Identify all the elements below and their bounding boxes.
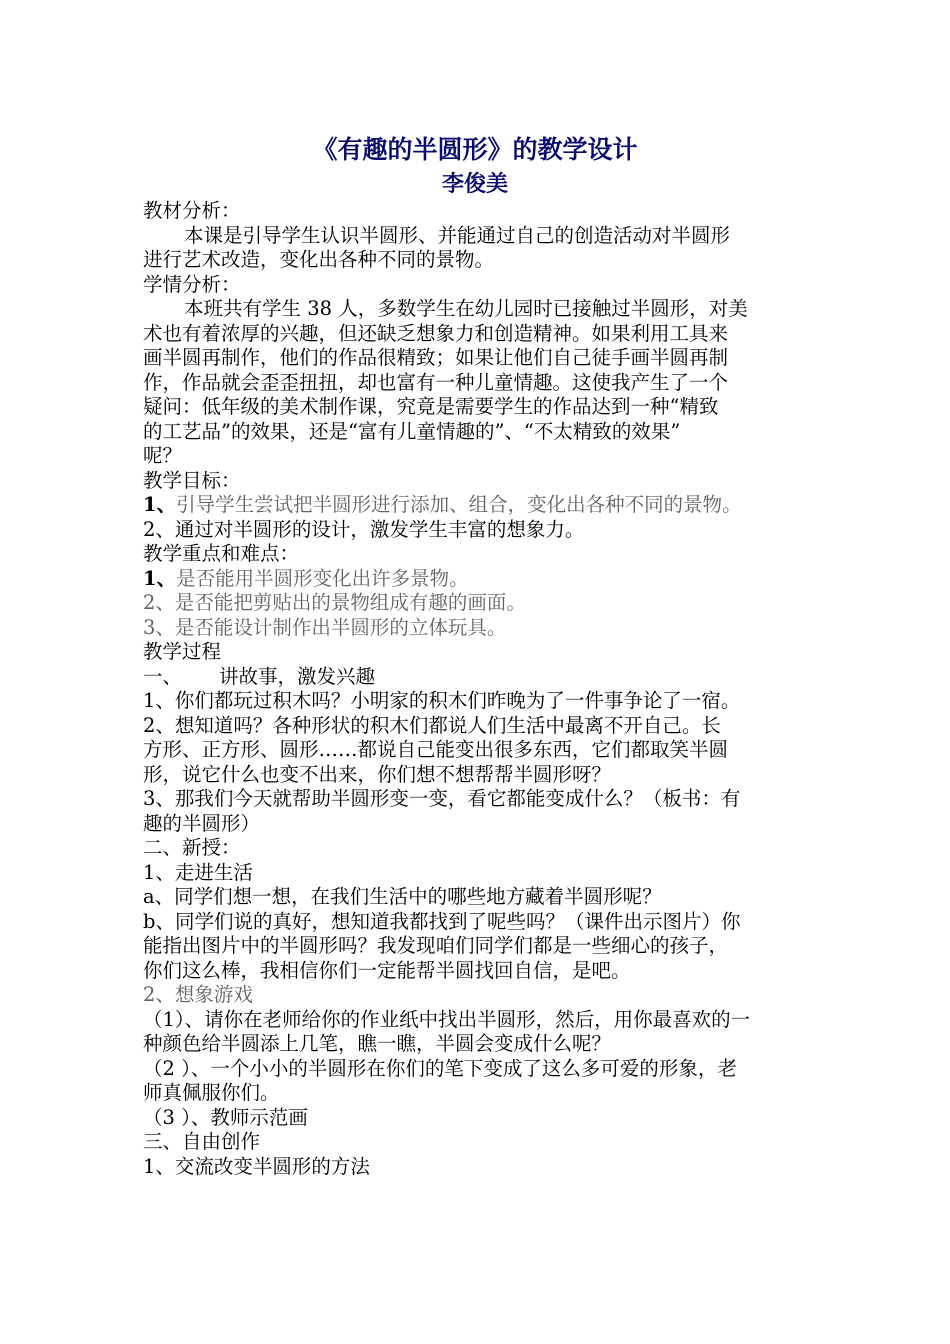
paragraph-line: （1）、请你在老师给你的作业纸中找出半圆形，然后，用你最喜欢的一 [143,1007,751,1031]
paragraph-line: 术也有着浓厚的兴趣，但还缺乏想象力和创造精神。如果利用工具来 [143,321,729,345]
key-point-item-2: 2、是否能把剪贴出的景物组成有趣的画面。 [143,591,526,614]
paragraph-line: 本班共有学生 38 人，多数学生在幼儿园时已接触过半圆形，对美 [184,297,748,320]
document-body [143,199,815,1179]
sub-heading: 1、走进生活 [143,860,253,884]
paragraph-line: 呢？ [143,444,183,467]
paragraph-line: 的工艺品”的效果，还是“富有儿童情趣的”、“不太精致的效果” [143,419,681,443]
paragraph-line: 能指出图片中的半圆形吗？我发现咱们同学们都是一些细心的孩子， [143,934,729,957]
paragraph-line: 疑问：低年级的美术制作课，究竟是需要学生的作品达到一种“精致 [143,395,719,418]
paragraph-line: 你们这么棒，我相信你们一定能帮半圆找回自信，是吧。 [143,958,631,982]
process-step-3-heading: 三、自由创作 [143,1130,261,1153]
key-point-text: 是否能用半圆形变化出许多景物。 [176,566,469,590]
sub-heading: 2、想象游戏 [143,983,253,1006]
section-heading-teaching-goals: 教学目标： [143,468,241,492]
process-step-2-heading: 二、新授： [143,836,241,859]
document-title: 《有趣的半圆形》的教学设计 [312,135,638,164]
paragraph-line: 方形、正方形、圆形……都说自己能变出很多东西，它们都取笑半圆 [143,738,729,761]
paragraph-line: 画半圆再制作，他们的作品很精致；如果让他们自己徒手画半圆再制 [143,346,729,369]
paragraph-line: 进行艺术改造，变化出各种不同的景物。 [143,248,495,271]
paragraph-line: 作，作品就会歪歪扭扭，却也富有一种儿童情趣。这使我产生了一个 [143,370,729,394]
goal-item-2: 2、通过对半圆形的设计，激发学生丰富的想象力。 [143,517,585,541]
section-heading-teaching-process: 教学过程 [143,640,222,663]
section-heading-student-analysis: 学情分析： [143,272,241,296]
section-heading-key-points: 教学重点和难点： [143,542,300,565]
paragraph-line: 趣的半圆形） [143,811,261,835]
paragraph-line: 本课是引导学生认识半圆形、并能通过自己的创造活动对半圆形 [184,223,731,247]
paragraph-line: b、同学们说的真好，想知道我都找到了呢些吗？（课件出示图片）你 [143,909,741,933]
key-point-item-3: 3、是否能设计制作出半圆形的立体玩具。 [143,615,507,639]
paragraph-line: 2、想知道吗？各种形状的积木们都说人们生活中最离不开自己。长 [143,713,721,737]
goal-item-1 [143,493,815,518]
process-step-title: 讲故事，激发兴趣 [219,664,376,688]
paragraph-line: 1、你们都玩过积木吗？小明家的积木们昨晚为了一件事争论了一宿。 [143,689,741,712]
process-step-number: 一、 [143,664,183,688]
document-author: 李俊美 [441,172,508,197]
paragraph-line: 种颜色给半圆添上几笔，瞧一瞧，半圆会变成什么呢？ [143,1032,612,1055]
goal-item-number: 1、 [143,493,177,516]
paragraph-line: 3、那我们今天就帮助半圆形变一变，看它都能变成什么？（板书：有 [143,787,741,810]
paragraph-line: （3 ）、教师示范画 [143,1105,308,1129]
process-step-1-heading [143,665,815,690]
key-point-number: 1、 [143,566,177,590]
section-heading-textbook-analysis: 教材分析： [143,199,241,222]
paragraph-line: 形，说它什么也变不出来，你们想不想帮帮半圆形呀？ [143,762,612,786]
goal-item-text: 引导学生尝试把半圆形进行添加、组合，变化出各种不同的景物。 [176,493,742,516]
paragraph-line: a、同学们想一想，在我们生活中的哪些地方藏着半圆形呢？ [143,885,662,908]
key-point-item-1 [143,567,815,592]
paragraph-line: 师真佩服你们。 [143,1081,280,1104]
paragraph-line: 1、交流改变半圆形的方法 [143,1154,370,1178]
paragraph-line: （2 ）、一个小小的半圆形在你们的笔下变成了这么多可爱的形象，老 [143,1056,737,1080]
